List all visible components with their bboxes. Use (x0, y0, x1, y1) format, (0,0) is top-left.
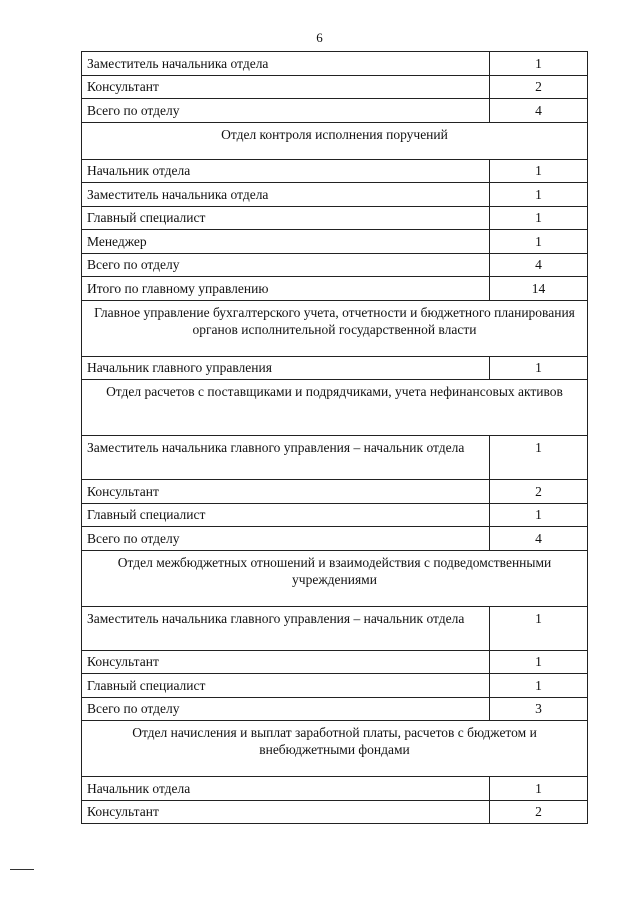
table-row (82, 206, 588, 230)
table-row (82, 674, 588, 698)
section-title: Отдел начисления и выплат заработной платы, расчетов с бюджетом и внебюджетными фондами (82, 721, 588, 777)
position-count: 1 (490, 230, 588, 254)
table-row (82, 503, 588, 527)
table-row (82, 183, 588, 207)
section-header-row (82, 122, 588, 159)
position-name: Всего по отделу (82, 253, 490, 277)
footer-rule (10, 869, 34, 870)
position-count: 1 (490, 183, 588, 207)
position-count: 3 (490, 697, 588, 721)
table-row (82, 230, 588, 254)
table-row (82, 527, 588, 551)
staffing-table (81, 51, 588, 824)
table-row (82, 436, 588, 480)
table-row (82, 253, 588, 277)
page-number: 6 (316, 30, 323, 45)
table-row (82, 650, 588, 674)
section-header-row (82, 721, 588, 777)
position-name: Главный специалист (82, 674, 490, 698)
position-name: Всего по отделу (82, 697, 490, 721)
position-count: 2 (490, 75, 588, 99)
position-count: 1 (490, 159, 588, 183)
position-count: 1 (490, 356, 588, 380)
section-header-row (82, 300, 588, 356)
table-row (82, 277, 588, 301)
position-name: Менеджер (82, 230, 490, 254)
position-name: Заместитель начальника главного управления – начальник отдела (82, 606, 490, 650)
table-row (82, 99, 588, 123)
table-row (82, 697, 588, 721)
section-title: Отдел межбюджетных отношений и взаимодействия с подведомственными учреждениями (82, 550, 588, 606)
table-row (82, 480, 588, 504)
position-name: Консультант (82, 480, 490, 504)
position-count: 1 (490, 206, 588, 230)
section-header-row (82, 550, 588, 606)
position-name: Заместитель начальника отдела (82, 52, 490, 76)
position-count: 1 (490, 777, 588, 801)
position-count: 2 (490, 800, 588, 824)
position-count: 2 (490, 480, 588, 504)
position-name: Заместитель начальника отдела (82, 183, 490, 207)
position-name: Консультант (82, 650, 490, 674)
position-name: Всего по отделу (82, 527, 490, 551)
position-count: 1 (490, 606, 588, 650)
section-header-row (82, 380, 588, 436)
position-count: 1 (490, 650, 588, 674)
position-count: 1 (490, 52, 588, 76)
position-name: Начальник отдела (82, 159, 490, 183)
position-count: 4 (490, 253, 588, 277)
section-title: Отдел расчетов с поставщиками и подрядчиками, учета нефинансовых активов (82, 380, 588, 436)
position-name: Главный специалист (82, 503, 490, 527)
table-row (82, 75, 588, 99)
position-name: Заместитель начальника главного управления – начальник отдела (82, 436, 490, 480)
section-title: Главное управление бухгалтерского учета, отчетности и бюджетного планирования органов исполнительной государственной власти (82, 300, 588, 356)
table-row (82, 606, 588, 650)
position-name: Главный специалист (82, 206, 490, 230)
table-row (82, 356, 588, 380)
position-name: Всего по отделу (82, 99, 490, 123)
table-row (82, 52, 588, 76)
section-title: Отдел контроля исполнения поручений (82, 122, 588, 159)
position-count: 1 (490, 436, 588, 480)
position-count: 4 (490, 99, 588, 123)
position-name: Начальник отдела (82, 777, 490, 801)
position-count: 4 (490, 527, 588, 551)
position-name: Начальник главного управления (82, 356, 490, 380)
position-name: Консультант (82, 75, 490, 99)
position-name: Консультант (82, 800, 490, 824)
position-name: Итого по главному управлению (82, 277, 490, 301)
position-count: 14 (490, 277, 588, 301)
table-row (82, 777, 588, 801)
position-count: 1 (490, 503, 588, 527)
table-row (82, 159, 588, 183)
position-count: 1 (490, 674, 588, 698)
table-row (82, 800, 588, 824)
